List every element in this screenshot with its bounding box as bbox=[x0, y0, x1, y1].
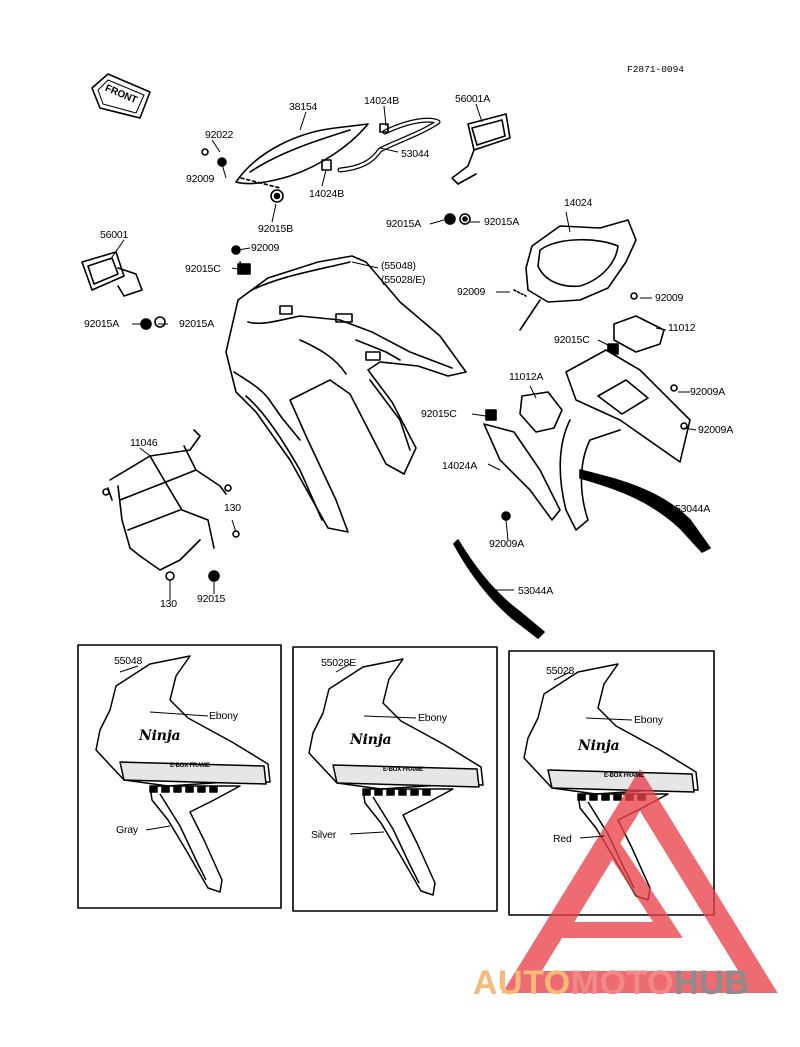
fairing-variant-3-stripe-3 bbox=[602, 795, 609, 800]
label-92015a-3: 92015A bbox=[84, 318, 120, 330]
fairing-variant-1-stripe-4 bbox=[186, 787, 193, 792]
fairing-variant-2-stripe-2 bbox=[375, 790, 382, 795]
variant-2-part: 55028E bbox=[321, 657, 357, 669]
decal-frame-2: E-BOX FRAME bbox=[383, 767, 423, 773]
label-11012a: 11012A bbox=[509, 371, 544, 383]
variant-2-upper-color: Ebony bbox=[418, 712, 447, 724]
label-92015c-1: 92015C bbox=[185, 263, 221, 275]
variant-2-lower-color: Silver bbox=[311, 829, 337, 841]
label-92009-a: 92009 bbox=[186, 173, 215, 185]
label-92015c-3: 92015C bbox=[421, 408, 457, 420]
label-92015b: 92015B bbox=[258, 223, 294, 235]
label-38154: 38154 bbox=[289, 101, 318, 113]
label-92015a-2: 92015A bbox=[484, 216, 520, 228]
fairing-variant-3-stripe-1 bbox=[578, 795, 585, 800]
label-92015a-1: 92015A bbox=[386, 218, 422, 230]
fairing-variant-2-stripe-4 bbox=[399, 790, 406, 795]
fairing-variant-1-stripe-5 bbox=[198, 787, 205, 792]
watermark-part-2: MOTO bbox=[570, 964, 675, 1002]
label-92009-c: 92009 bbox=[457, 286, 486, 298]
decal-ninja-3: Ninja bbox=[578, 738, 620, 754]
label-53044: 53044 bbox=[401, 148, 430, 160]
label-92015a-4: 92015A bbox=[179, 318, 215, 330]
fairing-variant-1-stripe-6 bbox=[210, 787, 217, 792]
label-55028e-ref: (55028/E) bbox=[381, 274, 426, 286]
variant-1-part: 55048 bbox=[114, 655, 143, 667]
label-14024a: 14024A bbox=[442, 460, 478, 472]
front-label: FRONT bbox=[103, 82, 139, 107]
label-92009a-3: 92009A bbox=[489, 538, 525, 550]
watermark-triangle-icon bbox=[522, 790, 758, 982]
label-92009-d: 92009 bbox=[655, 292, 684, 304]
variant-3-lower-color: Red bbox=[553, 833, 572, 845]
watermark-logo bbox=[473, 964, 749, 1003]
label-56001a: 56001A bbox=[455, 93, 491, 105]
bracket-part bbox=[103, 430, 239, 581]
decal-ninja-1: Ninja bbox=[139, 728, 181, 744]
fairing-variant-2-part-3 bbox=[363, 789, 453, 895]
watermark-part-3: HUB bbox=[674, 964, 750, 1002]
label-53044a-1: 53044A bbox=[675, 503, 711, 515]
label-14024b-bottom: 14024B bbox=[309, 188, 345, 200]
variant-1-upper-color: Ebony bbox=[209, 710, 238, 722]
fairing-variant-1-stripe-1 bbox=[150, 787, 157, 792]
variant-3-part: 55028 bbox=[546, 665, 575, 677]
fairing-variant-2-stripe-3 bbox=[387, 790, 394, 795]
label-92015c-2: 92015C bbox=[554, 334, 590, 346]
watermark-part-1: AUTO bbox=[473, 964, 571, 1002]
label-11012: 11012 bbox=[668, 322, 696, 334]
figure-code: F2871-0094 bbox=[627, 64, 685, 75]
decal-ninja-2: Ninja bbox=[350, 732, 392, 748]
label-92009a-1: 92009A bbox=[690, 386, 726, 398]
fairing-variant-1-part-3 bbox=[150, 786, 240, 892]
decal-frame-1: E-BOX FRAME bbox=[170, 763, 210, 769]
label-11046: 11046 bbox=[130, 437, 158, 449]
label-53044a-2: 53044A bbox=[518, 585, 554, 597]
label-14024: 14024 bbox=[564, 197, 593, 209]
fairing-variant-3-stripe-4 bbox=[614, 795, 621, 800]
label-92022: 92022 bbox=[205, 129, 234, 141]
inner-panel-part bbox=[514, 220, 636, 330]
decal-frame-3: E-BOX FRAME bbox=[604, 773, 644, 779]
variant-1-lower-color: Gray bbox=[116, 824, 138, 836]
label-92009a-2: 92009A bbox=[698, 424, 734, 436]
fairing-variant-1-stripe-2 bbox=[162, 787, 169, 792]
upper-cowl-part bbox=[226, 246, 466, 532]
fairing-variant-2-stripe-6 bbox=[423, 790, 430, 795]
label-130-a: 130 bbox=[224, 502, 241, 514]
label-130-b: 130 bbox=[160, 598, 177, 610]
variant-3-upper-color: Ebony bbox=[634, 714, 663, 726]
label-56001: 56001 bbox=[100, 229, 129, 241]
fairing-variant-2-stripe-1 bbox=[363, 790, 370, 795]
label-92015: 92015 bbox=[197, 593, 226, 605]
mirror-right-part bbox=[445, 114, 510, 224]
label-55048-ref: (55048) bbox=[381, 260, 416, 272]
label-92009-b: 92009 bbox=[251, 242, 280, 254]
fairing-variant-2-stripe-5 bbox=[411, 790, 418, 795]
fairing-variant-1-stripe-3 bbox=[174, 787, 181, 792]
label-14024b-top: 14024B bbox=[364, 95, 400, 107]
fairing-variant-3-stripe-2 bbox=[590, 795, 597, 800]
